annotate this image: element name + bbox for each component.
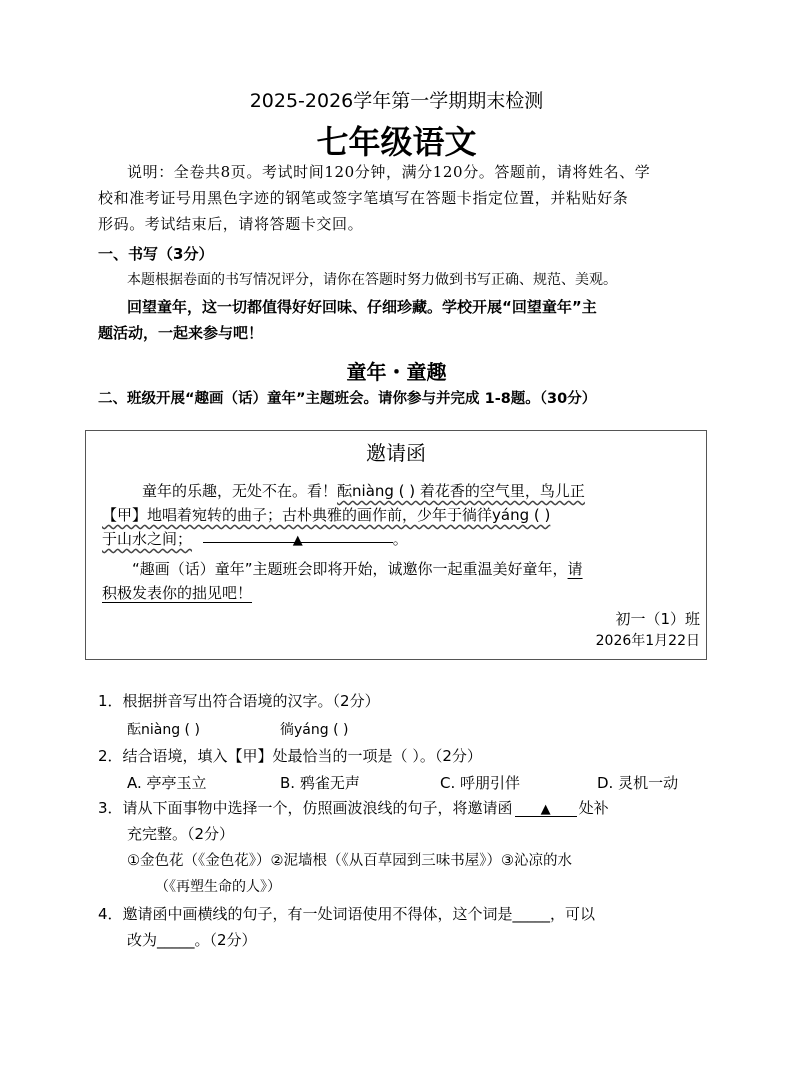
invitation-line-1 (142, 478, 585, 504)
section1-heading: 一、书写（3分） (98, 245, 214, 263)
triangle-icon: ▲ (540, 802, 551, 817)
question-4 (98, 903, 595, 924)
question-3 (98, 797, 609, 818)
q3-choices-cont: （《再塑生命的人》） (155, 879, 281, 895)
page-title: 七年级语文 (316, 123, 477, 161)
wavy-sentence-part-2: 【甲】地唱着宛转的曲子；古朴典雅的画作前，少年于徜徉yáng ( ) (102, 506, 551, 524)
option-b[interactable]: B. 鸦雀无声 (280, 774, 360, 792)
fill-blank-ref (515, 802, 577, 817)
wavy-sentence-part-3: 于山水之间； (102, 530, 193, 548)
question-2 (98, 745, 482, 766)
question-text: 根据拼音写出符合语境的汉字。（2分） (122, 692, 380, 710)
q3-choices: ①金色花（《金色花》）②泥墙根（《从百草园到三味书屋》）③沁凉的水 (127, 853, 572, 869)
section1-intro-line-1: 回望童年，这一切都值得好好回味、仔细珍藏。学校开展“回望童年”主 (127, 298, 597, 316)
question-text: 请从下面事物中选择一个，仿照画波浪线的句子，将邀请函 (122, 799, 513, 817)
question-text: 邀请函中画横线的句子，有一处词语使用不得体，这个词是_____，可以 (122, 905, 596, 923)
q1-item-b: 徜yáng ( ) (280, 722, 349, 738)
instructions-line-2: 校和准考证号用黑色字迹的钢笔或签字笔填写在答题卡指定位置，并粘贴好条 (98, 189, 629, 207)
option-d[interactable]: D. 灵机一动 (597, 774, 679, 792)
invitation-line-4 (132, 556, 583, 582)
invitation-line-5 (102, 580, 252, 606)
wavy-sentence-part-1: 酝niàng ( ) 着花香的空气里，鸟儿正 (337, 482, 585, 500)
question-number: 1． (98, 692, 123, 710)
invitation-title: 邀请函 (366, 441, 426, 465)
fill-blank[interactable] (203, 528, 393, 548)
exam-header: 2025-2026学年第一学期期末检测 (249, 90, 544, 112)
section1-intro-line-2: 题活动，一起来参与吧！ (98, 324, 264, 342)
section1-desc: 本题根据卷面的书写情况评分，请你在答题时努力做到书写正确、规范、美观。 (127, 272, 617, 288)
invitation-signature: 初一（1）班 (615, 610, 700, 628)
question-text: 结合语境，填入【甲】处最恰当的一项是（ ）。（2分） (122, 747, 482, 765)
question-number: 4． (98, 905, 123, 923)
invitation-text-2: “趣画（话）童年”主题班会即将开始，诚邀你一起重温美好童年， (132, 560, 568, 578)
underlined-sentence-part-2: 积极发表你的拙见吧！ (102, 584, 253, 602)
question-text-end: 处补 (578, 799, 609, 817)
invitation-text: 童年的乐趣，无处不在。看！ (142, 482, 338, 500)
q4-line-2: 改为_____。（2分） (127, 931, 257, 949)
section2-heading: 二、班级开展“趣画（话）童年”主题班会。请你参与并完成 1-8题。（30分） (98, 391, 597, 407)
theme-title: 童年・童趣 (346, 360, 447, 384)
question-number: 2． (98, 747, 123, 765)
invitation-box (85, 430, 707, 660)
instructions-line-3: 形码。考试结束后，请将答题卡交回。 (98, 215, 364, 233)
question-1 (98, 690, 380, 711)
question-number: 3． (98, 799, 123, 817)
invitation-period: 。 (392, 530, 408, 548)
triangle-icon: ▲ (292, 533, 303, 548)
option-a[interactable]: A. 亭亭玉立 (127, 774, 207, 792)
q3-line-2: 充完整。（2分） (127, 825, 235, 843)
instructions-line-1: 说明：全卷共8页。考试时间120分钟，满分120分。答题前，请将姓名、学 (127, 163, 651, 181)
invitation-line-3 (102, 526, 408, 552)
option-c[interactable]: C. 呼朋引伴 (440, 774, 521, 792)
q1-item-a: 酝niàng ( ) (127, 722, 200, 738)
invitation-line-2 (102, 502, 550, 528)
underlined-sentence-part-1: 请 (567, 560, 583, 578)
invitation-date: 2026年1月22日 (595, 633, 700, 649)
